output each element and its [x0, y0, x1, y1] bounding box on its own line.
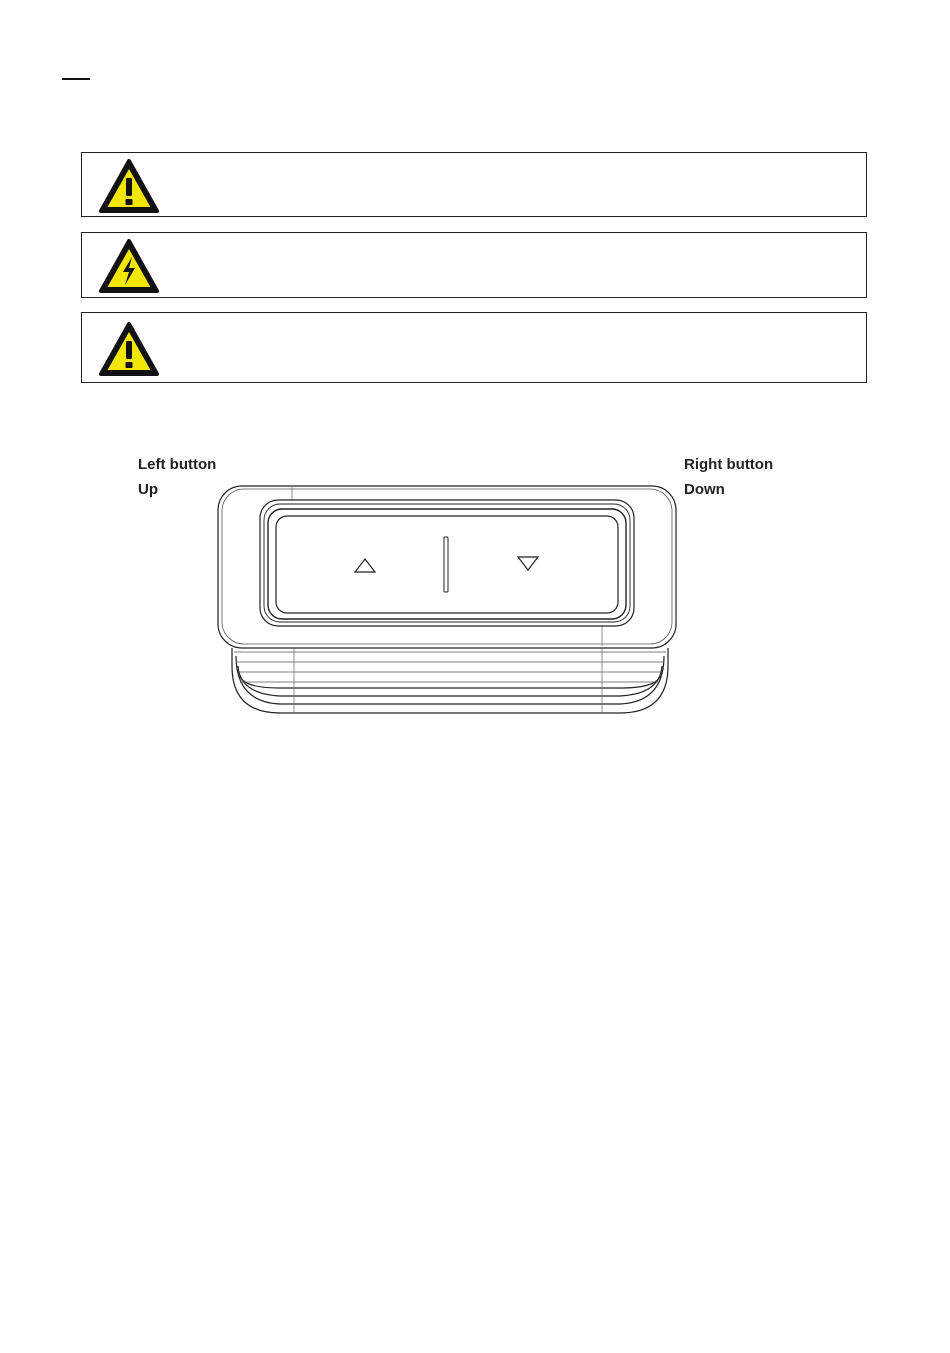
warning-box-caution — [81, 312, 867, 383]
electrical-hazard-icon — [98, 238, 160, 294]
left-button-label: Left button — [138, 456, 217, 473]
hand-controller-illustration — [210, 480, 690, 730]
up-function-label: Up — [138, 481, 158, 498]
warning-exclamation-icon — [98, 321, 160, 377]
up-arrow-icon[interactable] — [355, 559, 375, 572]
controller-faceplate — [218, 486, 676, 648]
warning-box-general — [81, 152, 867, 217]
top-rule — [62, 78, 90, 80]
button-divider — [444, 537, 448, 592]
down-function-label: Down — [684, 481, 725, 498]
warning-exclamation-icon — [98, 158, 160, 214]
warning-box-electrical — [81, 232, 867, 298]
controller-body-ribs — [232, 648, 668, 713]
down-arrow-icon[interactable] — [518, 557, 538, 570]
right-button-label: Right button — [684, 456, 774, 473]
